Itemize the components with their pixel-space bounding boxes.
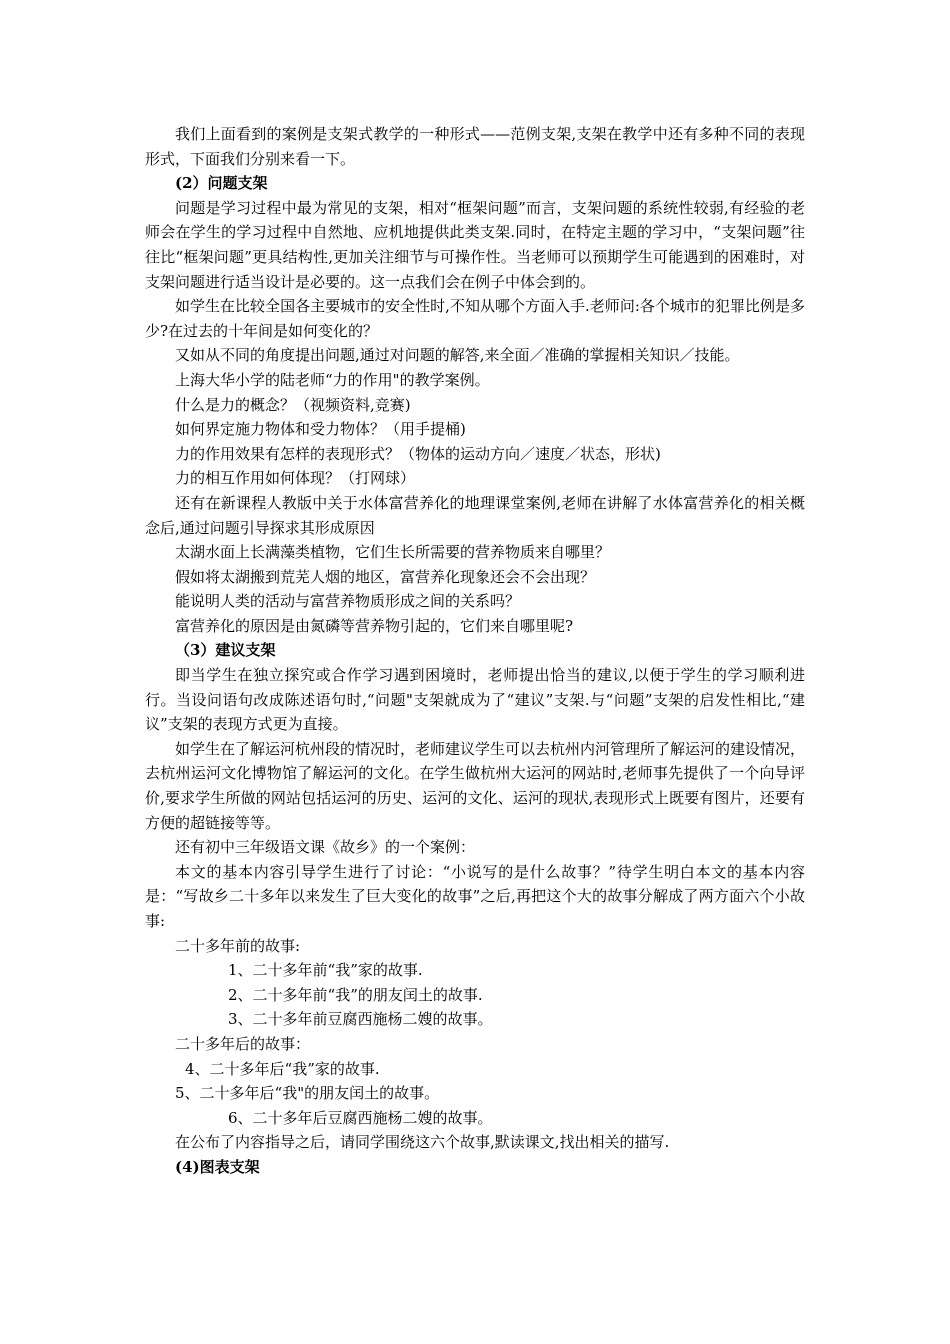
heading-suggestion-scaffold: （3）建议支架 (175, 641, 276, 660)
list-item: 2、二十多年前“我”的朋友闰土的故事. (228, 985, 483, 1004)
list-item: 4、二十多年后“我”家的故事. (185, 1059, 380, 1078)
paragraph-hometown-case: 还有初中三年级语文课《故乡》的一个案例： (175, 838, 476, 857)
list-item: 3、二十多年前豆腐西施杨二嫂的故事。 (228, 1010, 493, 1029)
list-item: 1、二十多年前“我”家的故事. (228, 961, 423, 980)
paragraph-reading-instruction: 在公布了内容指导之后，请同学围绕这六个故事,默读课文,找出相关的描写. (175, 1133, 670, 1152)
subheading-before: 二十多年前的故事: (175, 936, 301, 955)
list-item: 太湖水面上长满藻类植物，它们生长所需要的营养物质来自哪里？ (175, 543, 611, 562)
paragraph-suggestion-definition: 即当学生在独立探究或合作学习遇到困境时，老师提出恰当的建议,以便于学生的学习顺利进行。当设问语句改成陈述语句时,“问题"支架就成为了“建议”支架.与“问题”支架的启发性相比,“建议”支架的表现方式更为直接。 (145, 666, 805, 734)
heading-question-scaffold: (2）问题支架 (175, 174, 268, 193)
list-item: 力的作用效果有怎样的表现形式？（物体的运动方向／速度／状态，形状) (175, 444, 661, 463)
paragraph-canal-example: 如学生在了解运河杭州段的情况时，老师建议学生可以去杭州内河管理所了解运河的建设情况，去杭州运河文化博物馆了解运河的文化。在学生做杭州大运河的网站时,老师事先提供了一个向导评价,要求学生所做的网站包括运河的历史、运河的文化、运河的现状,表现形式上既要有图片，还要有方便的超链接等等。 (145, 739, 806, 832)
list-item: 假如将太湖搬到荒芜人烟的地区，富营养化现象还会不会出现？ (175, 567, 596, 586)
paragraph-city-safety-example: 如学生在比较全国各主要城市的安全性时,不知从哪个方面入手.老师问:各个城市的犯罪比例是多少?在过去的十年间是如何变化的？ (145, 297, 805, 340)
paragraph-hometown-discussion: 本文的基本内容引导学生进行了讨论：“小说写的是什么故事？”待学生明白本文的基本内容是：“写故乡二十多年以来发生了巨大变化的故事”之后,再把这个大的故事分解成了两方面六个小故事: (145, 862, 805, 930)
list-item: 能说明人类的活动与富营养物质形成之间的关系吗？ (175, 592, 521, 611)
heading-chart-scaffold: (4)图表支架 (175, 1157, 260, 1176)
list-item: 富营养化的原因是由氮磷等营养物引起的，它们来自哪里呢? (175, 616, 574, 635)
list-item: 如何界定施力物体和受力物体？（用手提桶) (175, 420, 466, 439)
document-body (145, 122, 805, 1180)
list-item: 什么是力的概念？（视频资料,竞赛) (175, 395, 411, 414)
list-item: 5、二十多年后“我"的朋友闰土的故事。 (175, 1084, 440, 1103)
paragraph-question-definition: 问题是学习过程中最为常见的支架，相对“框架问题”而言，支架问题的系统性较弱,有经验的老师会在学生的学习过程中自然地、应机地提供此类支架.同时，在特定主题的学习中，“支架问题”往往比“框架问题”更具结构性,更加关注细节与可操作性。当老师可以预期学生可能遇到的困难时，对支架问题进行适当设计是必要的。这一点我们会在例子中体会到的。 (145, 198, 805, 291)
subheading-after: 二十多年后的故事： (175, 1034, 311, 1053)
paragraph-force-case: 上海大华小学的陆老师“力的作用"的教学案例。 (175, 370, 490, 389)
paragraph-eutrophication-case: 还有在新课程人教版中关于水体富营养化的地理课堂案例,老师在讲解了水体富营养化的相关概念后,通过问题引导探求其形成原因 (145, 493, 805, 537)
list-item: 力的相互作用如何体现？（打网球） (175, 469, 416, 488)
paragraph-intro: 我们上面看到的案例是支架式教学的一种形式——范例支架,支架在教学中还有多种不同的表现形式，下面我们分别来看一下。 (145, 125, 805, 168)
paragraph-different-angles: 又如从不同的角度提出问题,通过对问题的解答,来全面／准确的掌握相关知识／技能。 (175, 346, 740, 365)
list-item: 6、二十多年后豆腐西施杨二嫂的故事。 (228, 1108, 493, 1127)
